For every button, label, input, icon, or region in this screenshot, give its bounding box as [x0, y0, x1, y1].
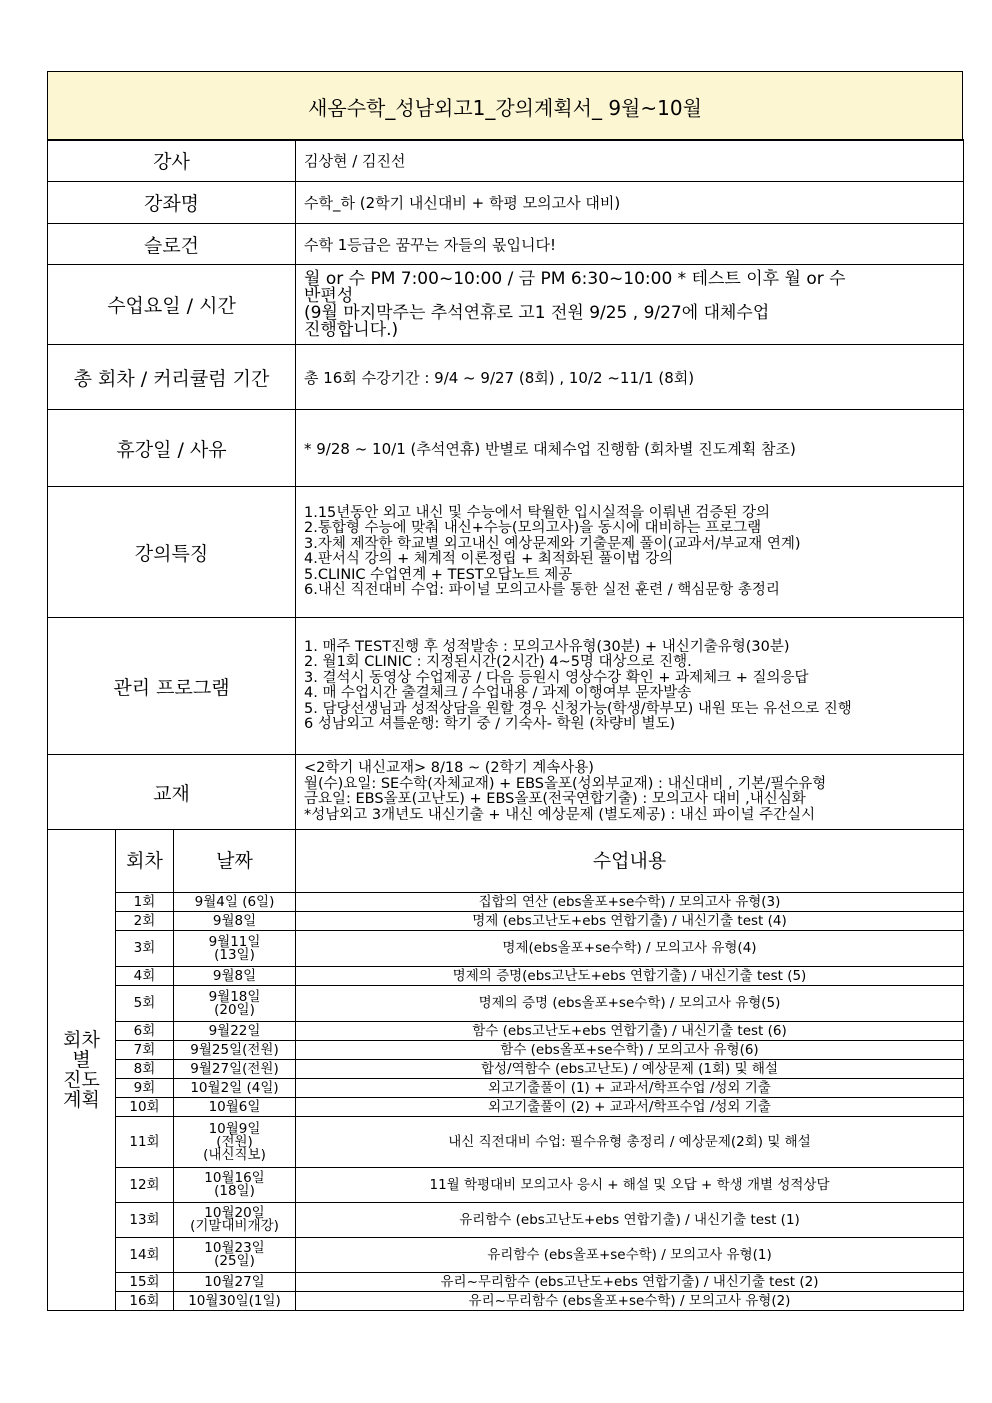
course-value: 수학_하 (2학기 내신대비 + 학평 모의고사 대비): [296, 182, 964, 224]
slogan-value: 수학 1등급은 꿈꾸는 자들의 몫입니다!: [296, 224, 964, 265]
textbook-item: 월(수)요일: SE수학(자체교재) + EBS올포(성외부교재) : 내신대비 , 기본/필수유형: [304, 775, 827, 792]
content-cell: 내신 직전대비 수업: 필수유형 총정리 / 예상문제(2회) 및 해설: [296, 1117, 964, 1168]
content-cell: 11월 학평대비 모의고사 응시 + 해설 및 오답 + 학생 개별 성적상담: [296, 1168, 964, 1203]
period-value: 총 16회 수강기간 : 9/4 ~ 9/27 (8회) , 10/2 ~11/1 (8회): [296, 345, 964, 410]
schedule-row: [48, 912, 964, 931]
schedule-table: [47, 829, 964, 1311]
textbook-item: *성남외고 3개년도 내신기출 + 내신 예상문제 (별도제공) : 내신 파이널 주간실시: [304, 806, 816, 823]
content-cell: 유리함수 (ebs올포+se수학) / 모의고사 유형(1): [296, 1238, 964, 1273]
session-cell: 2회: [116, 912, 174, 931]
textbook-item: 금요일: EBS올포(고난도) + EBS올포(전국연합기출) : 모의고사 대비 ,내신심화: [304, 791, 806, 807]
slogan-label: 슬로건: [48, 224, 296, 265]
feature-item: 3.자체 제작한 학교별 외고내신 예상문제와 기출문제 풀이(교과서/부교재 연계): [304, 535, 801, 552]
schedule-row: [48, 1041, 964, 1060]
holiday-value: * 9/28 ~ 10/1 (추석연휴) 반별로 대체수업 진행함 (회차별 진도계획 참조): [296, 410, 964, 487]
date-cell: 10월23일 (25일): [174, 1238, 296, 1273]
holiday-label: 휴강일 / 사유: [48, 410, 296, 487]
schedule-row: [48, 1060, 964, 1079]
feature-item: 6.내신 직전대비 수업: 파이널 모의고사를 통한 실전 훈련 / 핵심문항 총정리: [304, 582, 780, 598]
content-cell: 명제의 증명(ebs고난도+ebs 연합기출) / 내신기출 test (5): [296, 967, 964, 986]
content-cell: 유리함수 (ebs고난도+ebs 연합기출) / 내신기출 test (1): [296, 1203, 964, 1238]
content-cell: 유리~무리함수 (ebs올포+se수학) / 모의고사 유형(2): [296, 1292, 964, 1311]
session-cell: 4회: [116, 967, 174, 986]
management-value: [296, 618, 964, 755]
management-item: 3. 결석시 동영상 수업제공 / 다음 등원시 영상수강 확인 + 과제체크 + 질의응답: [304, 669, 809, 686]
features-value: [296, 487, 964, 618]
schedule-row: [48, 931, 964, 967]
period-label: 총 회차 / 커리큘럼 기간: [48, 345, 296, 410]
session-cell: 1회: [116, 893, 174, 912]
session-cell: 15회: [116, 1273, 174, 1292]
schedule-row: [48, 1203, 964, 1238]
session-cell: 9회: [116, 1079, 174, 1098]
textbook-item: <2학기 내신교재> 8/18 ~ (2학기 계속사용): [304, 760, 594, 776]
date-cell: 9월22일: [174, 1022, 296, 1041]
session-cell: 13회: [116, 1203, 174, 1238]
time-line: 월 or 수 PM 7:00~10:00 / 금 PM 6:30~10:00 * 테스트 이후 월 or 수: [304, 268, 846, 289]
content-cell: 명제의 증명 (ebs올포+se수학) / 모의고사 유형(5): [296, 986, 964, 1022]
slogan-row: [48, 224, 964, 265]
session-cell: 14회: [116, 1238, 174, 1273]
instructor-label: 강사: [48, 140, 296, 182]
time-line: 진행합니다.): [304, 319, 399, 340]
date-cell: 10월30일(1일): [174, 1292, 296, 1311]
schedule-row: [48, 1168, 964, 1203]
session-cell: 11회: [116, 1117, 174, 1168]
date-header: 날짜: [174, 830, 296, 893]
content-cell: 명제(ebs올포+se수학) / 모의고사 유형(4): [296, 931, 964, 967]
period-row: [48, 345, 964, 410]
schedule-row: [48, 1238, 964, 1273]
management-item: 5. 담당선생님과 성적상담을 원할 경우 신청가능(학생/학부모) 내원 또는 유선으로 진행: [304, 700, 852, 717]
info-table: [47, 139, 964, 830]
session-cell: 12회: [116, 1168, 174, 1203]
features-label: 강의특징: [48, 487, 296, 618]
textbook-value: [296, 755, 964, 830]
date-cell: 9월25일(전원): [174, 1041, 296, 1060]
session-cell: 5회: [116, 986, 174, 1022]
schedule-row: [48, 1079, 964, 1098]
session-cell: 8회: [116, 1060, 174, 1079]
content-cell: 함수 (ebs올포+se수학) / 모의고사 유형(6): [296, 1041, 964, 1060]
management-label: 관리 프로그램: [48, 618, 296, 755]
date-cell: 10월27일: [174, 1273, 296, 1292]
date-cell: 9월18일 (20일): [174, 986, 296, 1022]
content-cell: 외고기출풀이 (2) + 교과서/학프수업 /성외 기출: [296, 1098, 964, 1117]
content-header: 수업내용: [296, 830, 964, 893]
time-row: [48, 265, 964, 345]
date-cell: 9월8일: [174, 967, 296, 986]
date-cell: 9월4일 (6일): [174, 893, 296, 912]
instructor-value: 김상현 / 김진선: [296, 140, 964, 182]
content-cell: 외고기출풀이 (1) + 교과서/학프수업 /성외 기출: [296, 1079, 964, 1098]
feature-item: 1.15년동안 외고 내신 및 수능에서 탁월한 입시실적을 이뤄낸 검증된 강의: [304, 504, 770, 521]
schedule-row: [48, 1098, 964, 1117]
course-label: 강좌명: [48, 182, 296, 224]
management-row: [48, 618, 964, 755]
schedule-header-row: [48, 830, 964, 893]
session-cell: 7회: [116, 1041, 174, 1060]
content-cell: 집합의 연산 (ebs올포+se수학) / 모의고사 유형(3): [296, 893, 964, 912]
feature-item: 5.CLINIC 수업연계 + TEST오답노트 제공: [304, 566, 573, 583]
content-cell: 유리~무리함수 (ebs고난도+ebs 연합기출) / 내신기출 test (2): [296, 1273, 964, 1292]
session-cell: 3회: [116, 931, 174, 967]
management-item: 2. 월1회 CLINIC : 지정된시간(2시간) 4~5명 대상으로 진행.: [304, 654, 692, 670]
date-cell: 10월16일 (18일): [174, 1168, 296, 1203]
date-cell: 9월27일(전원): [174, 1060, 296, 1079]
schedule-row: [48, 1292, 964, 1311]
time-line: 반편성: [304, 285, 354, 306]
schedule-row: [48, 1022, 964, 1041]
session-header: 회차: [116, 830, 174, 893]
feature-item: 4.판서식 강의 + 체계적 이론정립 + 최적화된 풀이법 강의: [304, 551, 674, 567]
content-cell: 함수 (ebs고난도+ebs 연합기출) / 내신기출 test (6): [296, 1022, 964, 1041]
content-cell: 합성/역함수 (ebs고난도) / 예상문제 (1회) 및 해설: [296, 1060, 964, 1079]
session-cell: 6회: [116, 1022, 174, 1041]
plan-title-table: [47, 71, 963, 141]
date-cell: 9월11일 (13일): [174, 931, 296, 967]
feature-item: 2.통합형 수능에 맞춰 내신+수능(모의고사)을 동시에 대비하는 프로그램: [304, 520, 762, 536]
course-row: [48, 182, 964, 224]
time-value: [296, 265, 964, 345]
date-cell: 9월8일: [174, 912, 296, 931]
schedule-row: [48, 1117, 964, 1168]
textbook-row: [48, 755, 964, 830]
instructor-row: [48, 140, 964, 182]
page-title: 새옴수학_성남외고1_강의계획서_ 9월~10월: [48, 72, 963, 141]
content-cell: 명제 (ebs고난도+ebs 연합기출) / 내신기출 test (4): [296, 912, 964, 931]
textbook-label: 교재: [48, 755, 296, 830]
management-item: 4. 매 수업시간 출결체크 / 수업내용 / 과제 이행여부 문자발송: [304, 685, 692, 701]
date-cell: 10월2일 (4일): [174, 1079, 296, 1098]
schedule-row: [48, 893, 964, 912]
management-item: 6 성남외고 셔틀운행: 학기 중 / 기숙사- 학원 (차량비 별도): [304, 716, 676, 732]
schedule-side-label: 회차 별 진도 계획: [48, 830, 116, 1311]
date-cell: 10월9일 (전원) (내신직보): [174, 1117, 296, 1168]
session-cell: 10회: [116, 1098, 174, 1117]
time-label: 수업요일 / 시간: [48, 265, 296, 345]
schedule-row: [48, 986, 964, 1022]
schedule-row: [48, 1273, 964, 1292]
date-cell: 10월20일 (기말대비개강): [174, 1203, 296, 1238]
features-row: [48, 487, 964, 618]
session-cell: 16회: [116, 1292, 174, 1311]
holiday-row: [48, 410, 964, 487]
management-item: 1. 매주 TEST진행 후 성적발송 : 모의고사유형(30분) + 내신기출유형(30분): [304, 638, 790, 655]
date-cell: 10월6일: [174, 1098, 296, 1117]
time-line: (9월 마지막주는 추석연휴로 고1 전원 9/25 , 9/27에 대체수업: [304, 302, 770, 323]
schedule-row: [48, 967, 964, 986]
